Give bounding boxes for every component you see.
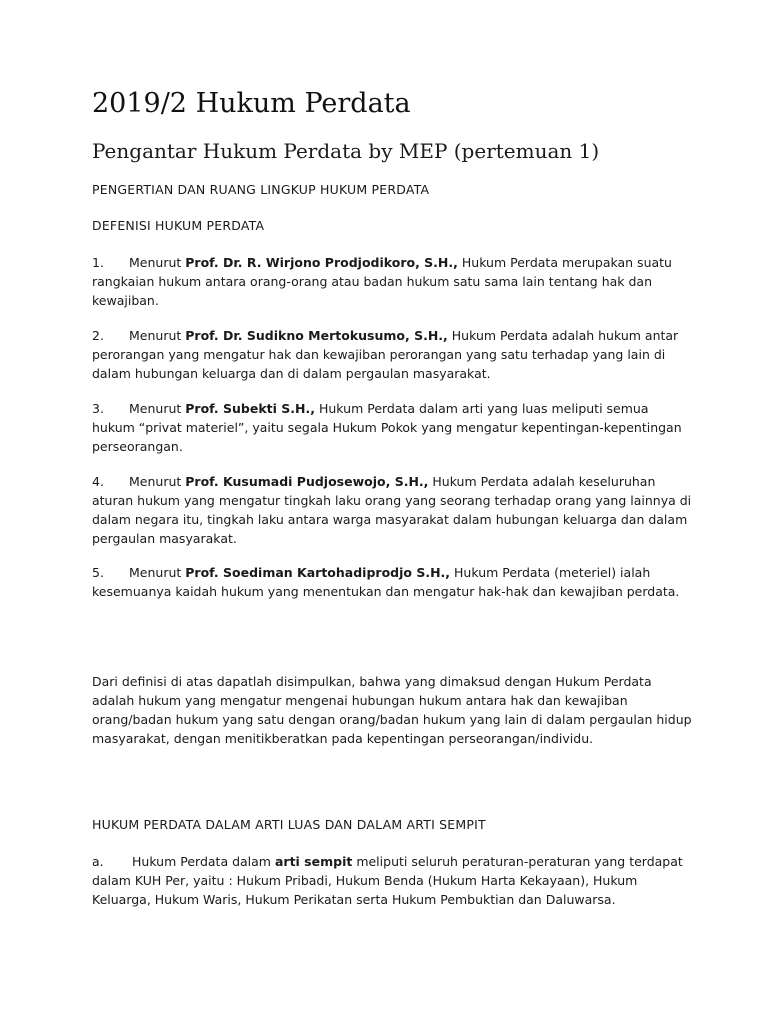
section-heading-arti-luas-sempit: HUKUM PERDATA DALAM ARTI LUAS DAN DALAM ARTI SEMPIT: [92, 817, 486, 832]
definition-item-1: [92, 253, 692, 310]
item-text: meliputi seluruh peraturan-peraturan yang terdapat dalam KUH Per, yaitu : Hukum Pribadi, Hukum Benda (Hukum Harta Kekayaan), Hukum Keluarga, Hukum Waris, Hukum Perikatan serta Hukum Pembuktian dan Daluwarsa.: [92, 854, 683, 907]
definition-prefix: Menurut: [129, 565, 186, 580]
definition-author: Prof. Subekti S.H.,: [185, 401, 315, 416]
item-emphasis: arti sempit: [274, 854, 353, 869]
definition-text: Hukum Perdata dalam arti yang luas meliputi semua hukum “privat materiel”, yaitu segala Hukum Pokok yang mengatur kepentingan-kepentingan perseorangan.: [92, 401, 682, 454]
definition-author: Prof. Dr. R. Wirjono Prodjodikoro, S.H.,: [185, 255, 458, 270]
definition-item-5: [92, 563, 692, 601]
definition-author: Prof. Dr. Sudikno Mertokusumo, S.H.,: [185, 328, 448, 343]
list-number: 1.: [92, 255, 104, 270]
list-letter: a.: [92, 854, 104, 869]
section-heading-pengertian: PENGERTIAN DAN RUANG LINGKUP HUKUM PERDATA: [92, 182, 430, 197]
list-number: 4.: [92, 474, 104, 489]
definition-item-3: [92, 399, 692, 456]
definition-author: Prof. Kusumadi Pudjosewojo, S.H.,: [185, 474, 429, 489]
list-item-a: [92, 852, 692, 909]
list-number: 2.: [92, 328, 104, 343]
definition-text: Hukum Perdata adalah hukum antar perorangan yang mengatur hak dan kewajiban perorangan yang satu terhadap yang lain di dalam hubungan keluarga dan di dalam pergaulan masyarakat.: [92, 328, 679, 381]
definition-prefix: Menurut: [129, 474, 186, 489]
definition-text: Hukum Perdata (meteriel) ialah kesemuanya kaidah hukum yang menentukan dan mengatur hak-hak dan kewajiban perdata.: [92, 565, 680, 599]
section-heading-defenisi: DEFENISI HUKUM PERDATA: [92, 218, 265, 233]
list-number: 5.: [92, 565, 104, 580]
definition-text: Hukum Perdata adalah keseluruhan aturan hukum yang mengatur tingkah laku orang yang seorang terhadap orang yang lainnya di dalam negara itu, tingkah laku antara warga masyarakat dalam hubungan keluarga dan dalam pergaulan masyarakat.: [92, 474, 692, 546]
document-title: 2019/2 Hukum Perdata: [92, 88, 411, 119]
item-prefix: Hukum Perdata dalam: [132, 854, 275, 869]
definition-item-4: [92, 472, 692, 548]
definition-prefix: Menurut: [129, 255, 186, 270]
definition-item-2: [92, 326, 692, 383]
definition-prefix: Menurut: [129, 401, 186, 416]
list-number: 3.: [92, 401, 104, 416]
document-subtitle: Pengantar Hukum Perdata by MEP (pertemuan 1): [92, 139, 600, 163]
conclusion-paragraph: Dari definisi di atas dapatlah disimpulkan, bahwa yang dimaksud dengan Hukum Perdata adalah hukum yang mengatur mengenai hubungan hukum antara hak dan kewajiban orang/badan hukum yang satu dengan orang/badan hukum yang lain di dalam pergaulan hidup masyarakat, dengan menitikberatkan pada kepentingan perseorangan/individu.: [92, 674, 692, 746]
definition-prefix: Menurut: [129, 328, 186, 343]
definition-author: Prof. Soediman Kartohadiprodjo S.H.,: [185, 565, 451, 580]
definition-text: Hukum Perdata merupakan suatu rangkaian hukum antara orang-orang atau badan hukum satu sama lain tentang hak dan kewajiban.: [92, 255, 672, 308]
